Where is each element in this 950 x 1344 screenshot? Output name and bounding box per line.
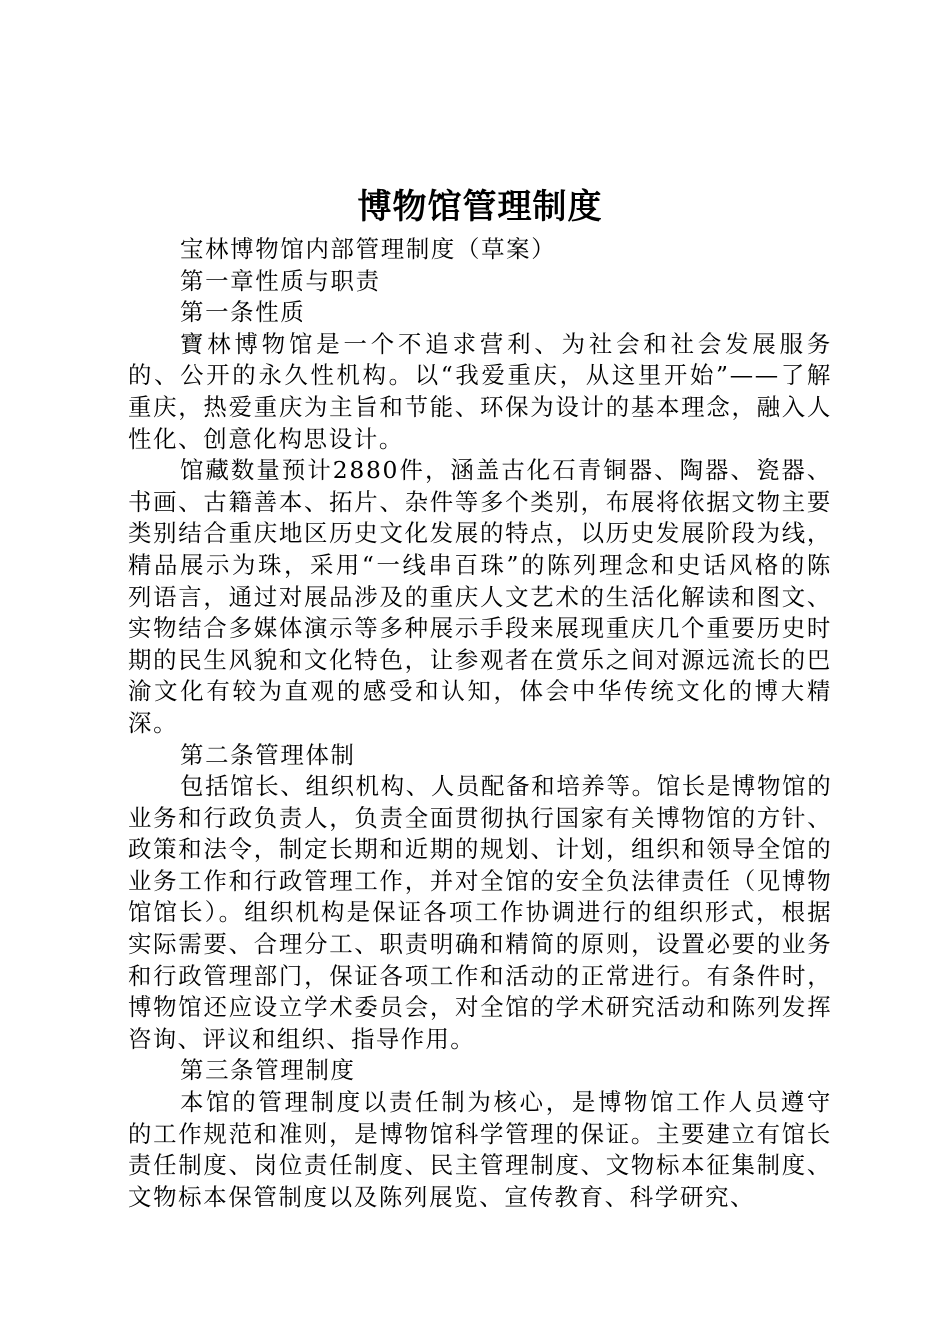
paragraph: 寶林博物馆是一个不追求营利、为社会和社会发展服务的、公开的永久性机构。以“我爱重庆，从这里开始”——了解重庆，热爱重庆为主旨和节能、环保为设计的基本理念，融入人性化、创意化构思设计。: [128, 329, 832, 453]
document-title: 博物馆管理制度: [357, 187, 603, 227]
paragraph: 馆藏数量预计2880件，涵盖古化石青铜器、陶器、瓷器、书画、古籍善本、拓片、杂件等多个类别，布展将依据文物主要类别结合重庆地区历史文化发展的特点，以历史发展阶段为线，精品展示为珠，采用“一线串百珠”的陈列理念和史话风格的陈列语言，通过对展品涉及的重庆人文艺术的生活化解读和图文、实物结合多媒体演示等多种展示手段来展现重庆几个重要历史时期的民生风貌和文化特色，让参观者在赏乐之间对源远流长的巴渝文化有较为直观的感受和认知，体会中华传统文化的博大精深。: [128, 456, 832, 737]
article-heading: 第一条性质: [180, 298, 306, 327]
chapter-heading: 第一章性质与职责: [180, 266, 381, 295]
article-heading: 第三条管理制度: [180, 1056, 356, 1085]
document-body: [128, 234, 832, 1213]
article-heading: 第二条管理体制: [180, 740, 356, 769]
paragraph: 包括馆长、组织机构、人员配备和培养等。馆长是博物馆的业务和行政负责人，负责全面贯彻执行国家有关博物馆的方针、政策和法令，制定长期和近期的规划、计划，组织和领导全馆的业务工作和行政管理工作，并对全馆的安全负法律责任（见博物馆馆长）。组织机构是保证各项工作协调进行的组织形式，根据实际需要、合理分工、职责明确和精简的原则，设置必要的业务和行政管理部门，保证各项工作和活动的正常进行。有条件时，博物馆还应设立学术委员会，对全馆的学术研究活动和陈列发挥咨询、评议和组织、指导作用。: [128, 772, 832, 1053]
paragraph: 本馆的管理制度以责任制为核心，是博物馆工作人员遵守的工作规范和准则，是博物馆科学管理的保证。主要建立有馆长责任制度、岗位责任制度、民主管理制度、文物标本征集制度、文物标本保管制度以及陈列展览、宣传教育、科学研究、: [128, 1088, 832, 1211]
document-subtitle: 宝林博物馆内部管理制度（草案）: [180, 235, 557, 263]
